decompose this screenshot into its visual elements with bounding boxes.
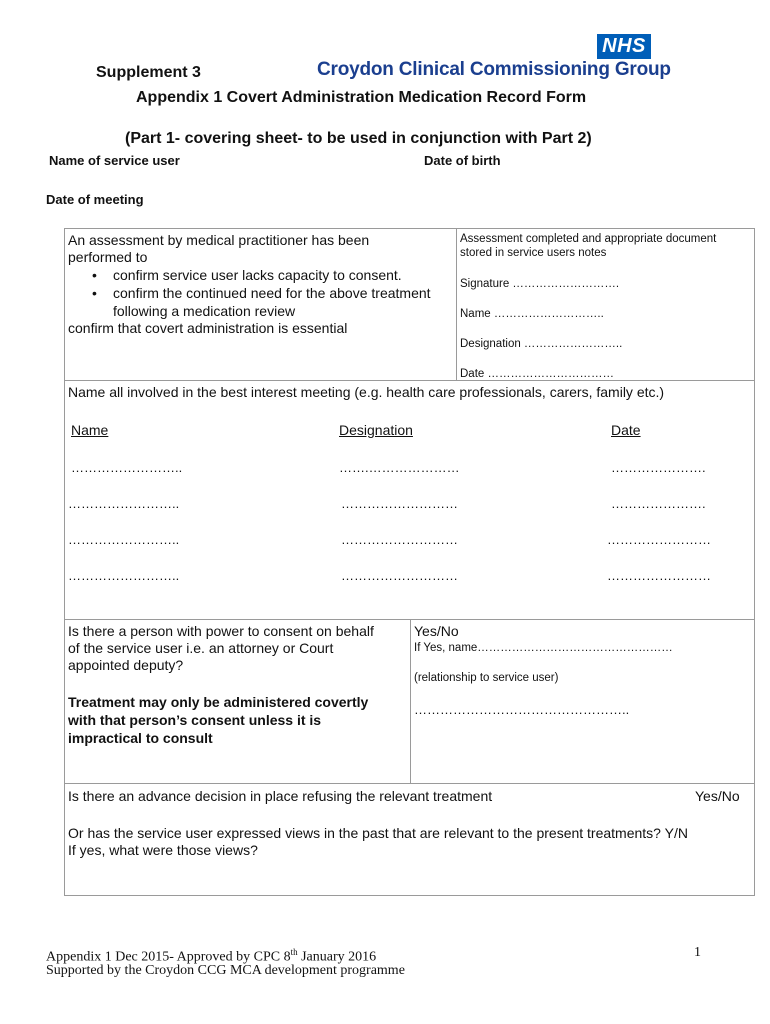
service-user-label: Name of service user bbox=[49, 153, 180, 168]
advance-decision-yes-no[interactable]: Yes/No bbox=[695, 788, 740, 804]
signature-field[interactable]: Signature ………………………. bbox=[460, 278, 620, 290]
consent-warning-line1: Treatment may only be administered covertly bbox=[68, 694, 369, 710]
date-of-birth-label: Date of birth bbox=[424, 153, 501, 168]
advance-decision-question: Is there an advance decision in place refusing the relevant treatment bbox=[68, 788, 493, 804]
supplement-label: Supplement 3 bbox=[96, 64, 201, 81]
attendee-date-3[interactable]: …………………… bbox=[607, 532, 711, 547]
assessment-closing: confirm that covert administration is essential bbox=[68, 320, 348, 336]
consent-warning bbox=[68, 693, 408, 747]
page-number: 1 bbox=[694, 945, 701, 960]
form-subtitle: (Part 1- covering sheet- to be used in conjunction with Part 2) bbox=[125, 130, 592, 147]
attendee-designation-3[interactable]: ……………………… bbox=[341, 532, 458, 547]
date-of-meeting-label: Date of meeting bbox=[46, 192, 144, 207]
attendee-designation-1[interactable]: …….………………… bbox=[339, 460, 460, 475]
attorney-name-field[interactable]: If Yes, name…………………………………………… bbox=[414, 642, 673, 654]
assessment-bullets bbox=[68, 266, 453, 320]
attendee-name-4[interactable]: …………………….. bbox=[68, 568, 180, 583]
column-date-header: Date bbox=[611, 422, 641, 438]
divider bbox=[64, 783, 755, 784]
consent-question-line2: of the service user i.e. an attorney or Court bbox=[68, 640, 334, 656]
org-name: Croydon Clinical Commissioning Group bbox=[317, 59, 671, 80]
attendee-name-3[interactable]: …………………….. bbox=[68, 532, 180, 547]
assessment-date-field[interactable]: Date …………………………… bbox=[460, 368, 614, 380]
designation-field[interactable]: Designation …………………….. bbox=[460, 338, 623, 350]
column-designation-header: Designation bbox=[339, 422, 413, 438]
assessment-intro-line1: An assessment by medical practitioner has been bbox=[68, 232, 370, 248]
consent-question-line3: appointed deputy? bbox=[68, 657, 184, 673]
assessment-bullet-2: • confirm the continued need for the above treatment following a medication review bbox=[68, 284, 453, 320]
assessment-note-line1: Assessment completed and appropriate document bbox=[460, 233, 717, 245]
past-views-followup: If yes, what were those views? bbox=[68, 842, 258, 858]
consent-warning-line2: with that person’s consent unless it is bbox=[68, 712, 322, 728]
attendee-designation-4[interactable]: ……………………… bbox=[341, 568, 458, 583]
assessment-note bbox=[460, 232, 752, 260]
meeting-prompt: Name all involved in the best interest meeting (e.g. health care professionals, carers, family etc.) bbox=[68, 384, 665, 400]
attendee-date-2[interactable]: …………………. bbox=[611, 496, 706, 511]
divider bbox=[456, 228, 457, 381]
nhs-logo: NHS bbox=[597, 34, 651, 59]
footer-approval: Appendix 1 Dec 2015- Approved by CPC 8th January 2016 bbox=[46, 947, 377, 965]
attendee-date-4[interactable]: …………………… bbox=[607, 568, 711, 583]
past-views-question: Or has the service user expressed views in the past that are relevant to the present treatments? Y/N bbox=[68, 825, 688, 841]
divider bbox=[410, 619, 411, 784]
assessor-name-field[interactable]: Name ……………………….. bbox=[460, 308, 604, 320]
attendee-designation-2[interactable]: ……………………… bbox=[341, 496, 458, 511]
footer-support: Supported by the Croydon CCG MCA development programme bbox=[46, 963, 405, 978]
assessment-intro-line2: performed to bbox=[68, 249, 148, 265]
consent-warning-line3: impractical to consult bbox=[68, 730, 213, 746]
assessment-bullet-1: • confirm service user lacks capacity to consent. bbox=[68, 266, 453, 284]
consent-question-line1: Is there a person with power to consent on behalf bbox=[68, 623, 374, 639]
attendee-date-1[interactable]: …………………. bbox=[611, 460, 706, 475]
relationship-label: (relationship to service user) bbox=[414, 672, 559, 684]
form-title: Appendix 1 Covert Administration Medication Record Form bbox=[136, 89, 587, 106]
divider bbox=[64, 380, 755, 381]
consent-yes-no[interactable]: Yes/No bbox=[414, 623, 459, 639]
attendee-name-1[interactable]: …………………….. bbox=[71, 460, 183, 475]
assessment-note-line2: stored in service users notes bbox=[460, 247, 607, 259]
assessment-text bbox=[68, 232, 453, 337]
attendee-name-2[interactable]: …………………….. bbox=[68, 496, 180, 511]
relationship-field[interactable]: ………………………………………….. bbox=[414, 702, 630, 717]
consent-question bbox=[68, 623, 408, 674]
column-name-header: Name bbox=[71, 422, 109, 438]
